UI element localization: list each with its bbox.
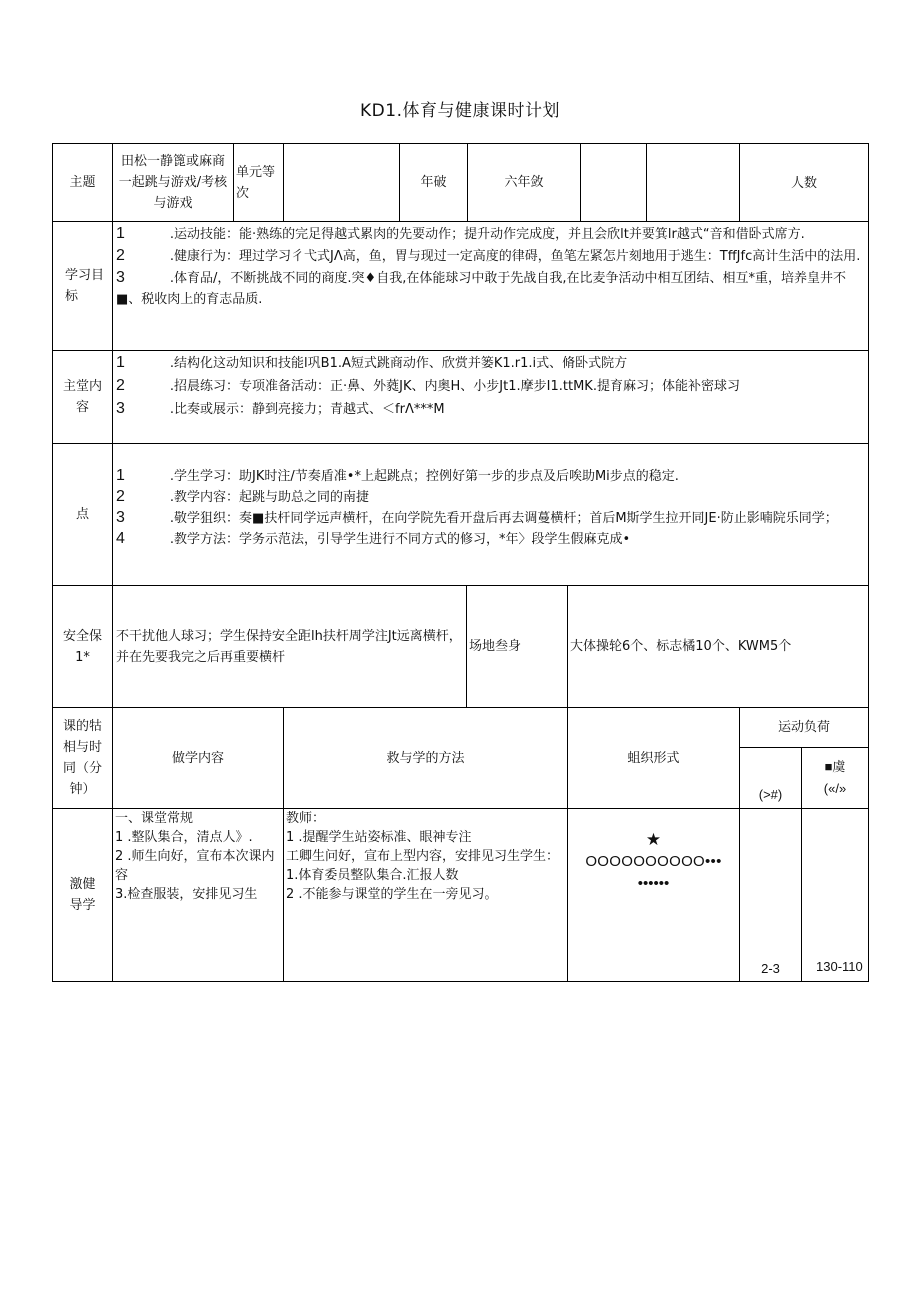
load-label-cell (739, 707, 869, 748)
goal-item-3: 3 .体育品/，不断挑战不同的商度.突♦自我,在体能球习中敢于先战自我,在比麦争活动中相互团结、相互*重，培养皇井不■、税收肉上的育志品质. (116, 269, 846, 307)
warmup-method-line-5: 2 .不能参与课堂的学生在一旁见习。 (286, 887, 498, 902)
org-row-2: •••••• (637, 875, 670, 892)
keypoint-item-1: 1 .学生学习：助JK时注/节奏盾准•*上起跳点；控例好第一步的步点及后唉助Mi步点的稳定. (116, 467, 679, 484)
org-row-1: OOOOOOOOOO••• (585, 853, 722, 870)
content-items-cell (112, 350, 869, 444)
warmup-method-line-4: 1.体育委员整队集合.汇报人数 (286, 868, 459, 883)
grade-value: 六年敛 (504, 175, 544, 190)
warmup-method-line-3: 工卿生问好，宣布上型内容，安排见习生学生： (286, 849, 560, 864)
method-label: 救与学的方法 (386, 750, 465, 766)
theme-value-cell (112, 143, 234, 222)
warmup-time-cell (739, 808, 802, 982)
warmup-load-value: 130-110 (816, 959, 863, 974)
content-item-2: 2 .招晨练习：专项准备活动：正·鼻、外蕤JK、内奥H、小步Jt1.摩步I1.ttMK.提育麻习；体能补密球习 (116, 377, 740, 394)
count-label-cell (739, 143, 869, 222)
safety-label-cell (52, 585, 113, 708)
load-col1-cell (739, 747, 802, 809)
unit-label: 单元等次 (236, 165, 276, 201)
load-col2-bottom: («/» (823, 781, 847, 796)
venue-label: 场地叁身 (469, 639, 522, 654)
warmup-content-cell (112, 808, 284, 982)
safety-text: 不干扰他人球习；学生保持安全距lh扶杆周学注Jt远离横杆，并在先要我完之后再重要横杆 (116, 628, 462, 665)
keypoints-items-cell (112, 443, 869, 586)
venue-label-cell (466, 585, 568, 708)
safety-text-cell (112, 585, 467, 708)
theme-label: 主题 (69, 175, 96, 190)
goal-item-1: 1 .运动技能：能·熟练的完足得越式累肉的先要动作；提升动作完成度，并且会欣lt并要箕lr越式“音和借卧式席方. (116, 225, 805, 242)
load-col2-cell (801, 747, 869, 809)
org-label: 蛆织形式 (627, 750, 680, 766)
load-col2-top: ■虞 (824, 759, 846, 774)
goals-label-cell (52, 221, 113, 351)
warmup-method-line-1: 教师： (286, 811, 326, 826)
grade-label-cell (399, 143, 468, 222)
content-label: 主堂内容 (62, 379, 102, 415)
unit-label-cell (233, 143, 284, 222)
warmup-content-line-4: 3.检查服装，安排见习生 (115, 887, 258, 902)
goal-item-2: 2 .健康行为：理过学习彳弋式JΛ高，鱼，胃与现过一定高度的律碍，鱼笔左紧怎片刻地用于逃生：TffJfc高计生活中的法用. (116, 247, 861, 264)
content-item-1: 1 .结构化这动知识和技能l巩B1.A短式跳商动作、欣赏并篓K1.r1.i式、脩卧式院方 (116, 354, 628, 371)
load-label: 运动负荷 (777, 720, 830, 735)
warmup-content-line-3: 2 .师生向好，宣布本次课内容 (115, 849, 275, 883)
keypoints-label-cell (52, 443, 113, 586)
org-label-cell (567, 707, 740, 809)
safety-label: 安全保1* (62, 628, 102, 665)
keypoint-item-4: 4 .教学方法：学务示范法，引导学生进行不同方式的修习，*年〉段学生假麻克成• (116, 530, 631, 547)
warmup-load-cell (801, 808, 869, 982)
count-label: 人数 (790, 176, 817, 191)
goals-content-cell (112, 221, 869, 351)
warmup-content-line-1: 一、课堂常规 (115, 811, 194, 826)
content-label-cell (52, 350, 113, 444)
activity-content-label-cell (112, 707, 284, 809)
keypoint-item-3: 3 .敬学狙织：奏■扶杆同学远声横杆，在向学院先看开盘后再去调蔓横杆；首后M斯学生拉开同JE·防止影喃院乐同学； (116, 509, 838, 526)
grade-label: 年破 (420, 175, 447, 190)
content-item-3: 3 .比奏或展示：静到亮接力；青越式、＜frΛ***M (116, 400, 445, 417)
header-blank-cell-2 (646, 143, 740, 222)
method-label-cell (283, 707, 568, 809)
warmup-method-line-2: 1 .提醒学生站姿标准、眼神专注 (286, 830, 472, 845)
time-label: 课的牯相与时同（分钟） (62, 719, 102, 797)
page-title: KD1.体育与健康课时计划 (360, 101, 560, 121)
warmup-time-value: 2-3 (761, 961, 780, 976)
theme-value: 田松一静篦或麻商一起跳与游戏/考核与游戏 (118, 154, 228, 211)
keypoint-item-2: 2 .教学内容：起跳与助总之同的南捷 (116, 488, 370, 505)
warmup-stage-label: 激健导学 (69, 877, 96, 913)
unit-value-cell (283, 143, 400, 222)
warmup-method-cell (283, 808, 568, 982)
grade-value-cell (467, 143, 581, 222)
time-label-cell (52, 707, 113, 809)
goals-label: 学习目标 (65, 268, 105, 304)
load-col1: (>#) (758, 787, 783, 802)
warmup-content-line-2: 1 .整队集合，清点人》. (115, 830, 253, 845)
warmup-org-cell (567, 808, 740, 982)
teacher-star-icon: ★ (645, 830, 662, 850)
venue-value: 大体操轮6个、标志橘10个、KWM5个 (570, 639, 792, 654)
theme-label-cell (52, 143, 113, 222)
venue-value-cell (567, 585, 869, 708)
activity-content-label: 做学内容 (171, 750, 224, 766)
keypoints-label: 点 (75, 507, 89, 522)
warmup-stage-cell (52, 808, 113, 982)
header-blank-cell (580, 143, 647, 222)
